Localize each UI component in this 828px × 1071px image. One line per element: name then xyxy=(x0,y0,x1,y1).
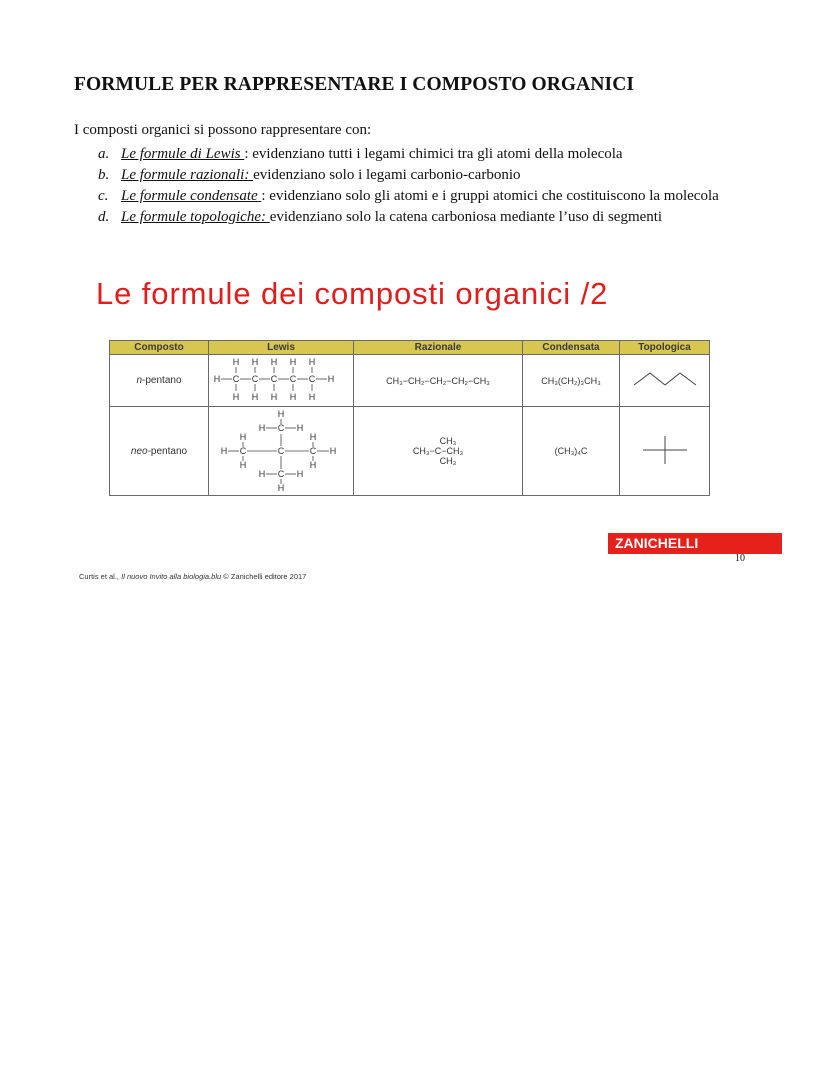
list-text: evidenziano solo i legami carbonio-carbonio xyxy=(253,167,521,183)
svg-text:H: H xyxy=(308,357,316,367)
compound-name xyxy=(110,407,209,496)
svg-text:H: H xyxy=(258,422,266,433)
svg-text:H: H xyxy=(277,482,285,492)
credit-book-title: Il nuovo Invito alla biologia.blu xyxy=(121,572,222,581)
formulas-table xyxy=(109,340,710,496)
neo-pentane-lewis-structure xyxy=(211,408,351,492)
list-term: Le formule razionali: xyxy=(121,167,254,183)
svg-text:H: H xyxy=(289,392,297,402)
credit-authors: Curtis et al., xyxy=(79,572,122,581)
page-number: 10 xyxy=(735,553,745,564)
svg-text:H: H xyxy=(296,468,304,479)
svg-text:C: C xyxy=(277,468,285,479)
source-credit xyxy=(79,572,306,581)
compound-suffix: -pentano xyxy=(147,445,188,457)
compound-name xyxy=(110,355,209,407)
svg-text:C: C xyxy=(308,374,316,384)
header-razionale: Razionale xyxy=(354,341,523,355)
svg-text:H: H xyxy=(232,392,240,402)
list-text: : evidenziano solo gli atomi e i gruppi atomici che costituiscono la molecola xyxy=(261,188,719,204)
svg-text:H: H xyxy=(308,392,316,402)
svg-text:H: H xyxy=(270,357,278,367)
header-composto: Composto xyxy=(110,341,209,355)
list-text: evidenziano solo la catena carboniosa mediante l’uso di segmenti xyxy=(269,209,663,225)
compound-suffix: -pentano xyxy=(142,375,182,386)
svg-text:C: C xyxy=(239,445,247,456)
list-term: Le formule di Lewis xyxy=(121,146,245,162)
razionale-cell xyxy=(354,407,523,496)
condensata-cell: (CH₃)₄C xyxy=(523,407,620,496)
svg-text:H: H xyxy=(220,445,228,456)
topologica-cell xyxy=(620,355,710,407)
header-topologica: Topologica xyxy=(620,341,710,355)
cross-topological-icon xyxy=(640,433,690,467)
list-text: : evidenziano tutti i legami chimici tra gli atomi della molecola xyxy=(244,146,623,162)
svg-text:H: H xyxy=(309,459,317,470)
table-row xyxy=(110,355,710,407)
lewis-cell xyxy=(209,355,354,407)
svg-text:C: C xyxy=(251,374,259,384)
list-item xyxy=(98,144,719,165)
svg-text:H: H xyxy=(329,445,337,456)
svg-text:H: H xyxy=(289,357,297,367)
table-row xyxy=(110,407,710,496)
svg-text:C: C xyxy=(232,374,240,384)
svg-text:C: C xyxy=(277,445,285,456)
svg-text:H: H xyxy=(277,408,285,419)
intro-text: I composti organici si possono rappresentare con: xyxy=(74,122,372,138)
publisher-logo: ZANICHELLI xyxy=(608,533,782,554)
list-term: Le formule condensate xyxy=(121,188,262,204)
svg-text:H: H xyxy=(239,431,247,442)
list-item xyxy=(98,165,719,186)
table-header-row xyxy=(110,341,710,355)
razionale-bottom: CH₃ xyxy=(439,456,457,466)
svg-text:C: C xyxy=(309,445,317,456)
header-lewis: Lewis xyxy=(209,341,354,355)
svg-text:H: H xyxy=(251,357,259,367)
svg-text:C: C xyxy=(270,374,278,384)
n-pentane-lewis-structure xyxy=(211,355,351,403)
razionale-mid: CH₃−C−CH₃ xyxy=(412,446,464,456)
list-letter: d. xyxy=(98,209,110,225)
credit-publisher: © Zanichelli editore 2017 xyxy=(221,572,307,581)
razionale-cell: CH₃−CH₂−CH₂−CH₂−CH₃ xyxy=(354,355,523,407)
topologica-cell xyxy=(620,407,710,496)
svg-text:C: C xyxy=(289,374,297,384)
svg-text:H: H xyxy=(309,431,317,442)
compound-prefix: neo xyxy=(130,445,148,457)
list-item xyxy=(98,186,719,207)
slide-title: Le formule dei composti organici /2 xyxy=(96,276,609,311)
svg-text:H: H xyxy=(239,459,247,470)
list-letter: c. xyxy=(98,188,109,204)
header-condensata: Condensata xyxy=(523,341,620,355)
condensata-cell: CH₃(CH₂)₃CH₃ xyxy=(523,355,620,407)
svg-text:H: H xyxy=(327,374,335,384)
list-letter: b. xyxy=(98,167,110,183)
zigzag-topological-icon xyxy=(630,369,700,389)
formula-type-list xyxy=(98,144,719,228)
svg-text:C: C xyxy=(277,422,285,433)
svg-text:H: H xyxy=(270,392,278,402)
compound-prefix: n xyxy=(136,375,143,386)
svg-text:H: H xyxy=(296,422,304,433)
svg-text:H: H xyxy=(258,468,266,479)
svg-text:H: H xyxy=(251,392,259,402)
list-letter: a. xyxy=(98,146,110,162)
document-title: FORMULE PER RAPPRESENTARE I COMPOSTO ORGANICI xyxy=(74,74,635,95)
lewis-cell xyxy=(209,407,354,496)
list-item xyxy=(98,207,719,228)
svg-text:H: H xyxy=(213,374,221,384)
list-term: Le formule topologiche: xyxy=(121,209,270,225)
svg-text:H: H xyxy=(232,357,240,367)
razionale-top: CH₃ xyxy=(439,436,457,446)
